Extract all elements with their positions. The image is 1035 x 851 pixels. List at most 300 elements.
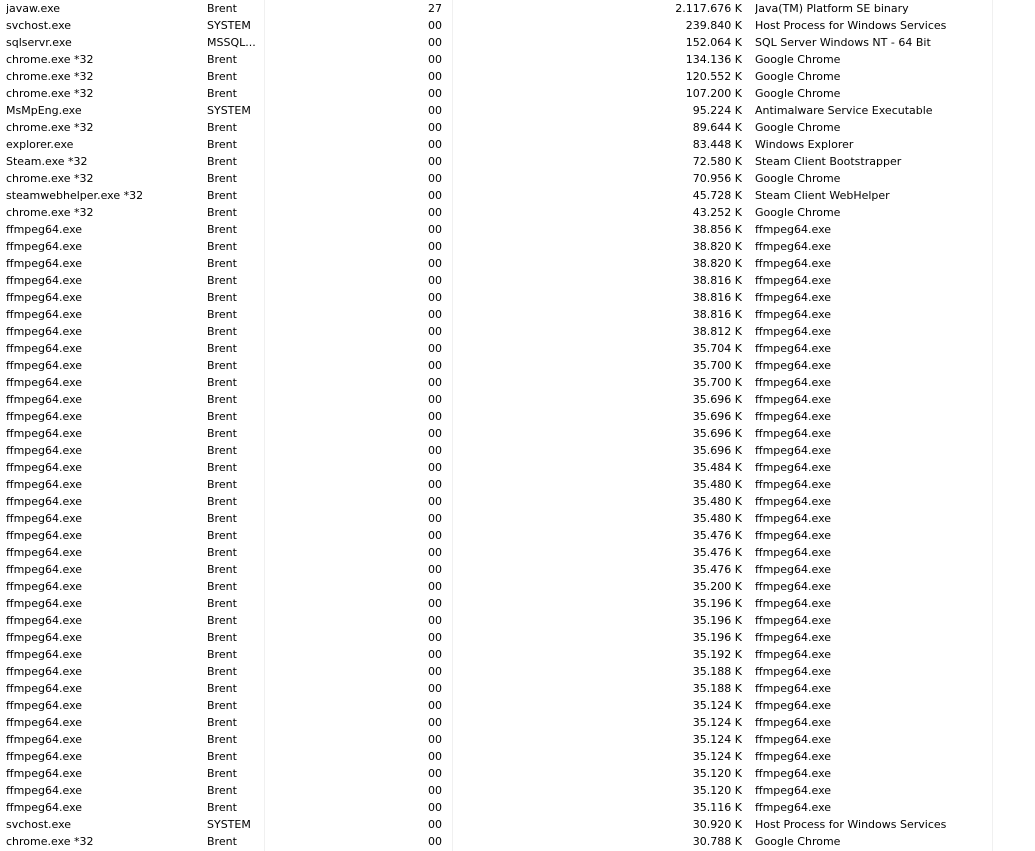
process-row[interactable] — [0, 51, 1035, 68]
process-cpu: 00 — [428, 257, 442, 270]
process-user: Brent — [207, 206, 237, 219]
process-name: ffmpeg64.exe — [6, 546, 83, 559]
process-name: explorer.exe — [6, 138, 74, 151]
process-row[interactable] — [0, 136, 1035, 153]
process-cpu: 00 — [428, 36, 442, 49]
process-cpu: 00 — [428, 138, 442, 151]
process-row[interactable] — [0, 357, 1035, 374]
process-row[interactable] — [0, 119, 1035, 136]
process-description: ffmpeg64.exe — [755, 563, 832, 576]
process-user: Brent — [207, 87, 237, 100]
process-cpu: 27 — [428, 2, 442, 15]
process-cpu: 00 — [428, 274, 442, 287]
process-name: ffmpeg64.exe — [6, 427, 83, 440]
process-row[interactable] — [0, 221, 1035, 238]
process-user: Brent — [207, 733, 237, 746]
process-memory: 35.192 K — [692, 648, 742, 661]
process-row[interactable] — [0, 391, 1035, 408]
process-user: Brent — [207, 835, 237, 848]
process-user: Brent — [207, 257, 237, 270]
process-memory: 45.728 K — [692, 189, 742, 202]
process-user: Brent — [207, 478, 237, 491]
process-user: Brent — [207, 121, 237, 134]
process-row[interactable] — [0, 238, 1035, 255]
process-user: Brent — [207, 359, 237, 372]
process-description: ffmpeg64.exe — [755, 784, 832, 797]
process-row[interactable] — [0, 646, 1035, 663]
process-memory: 35.196 K — [692, 614, 742, 627]
process-user: Brent — [207, 291, 237, 304]
process-cpu: 00 — [428, 716, 442, 729]
process-name: ffmpeg64.exe — [6, 240, 83, 253]
process-name: ffmpeg64.exe — [6, 648, 83, 661]
process-row[interactable] — [0, 527, 1035, 544]
process-row[interactable] — [0, 425, 1035, 442]
process-cpu: 00 — [428, 733, 442, 746]
process-memory: 35.480 K — [692, 512, 742, 525]
process-memory: 35.476 K — [692, 563, 742, 576]
process-user: Brent — [207, 53, 237, 66]
process-name: ffmpeg64.exe — [6, 784, 83, 797]
process-cpu: 00 — [428, 546, 442, 559]
process-name: svchost.exe — [6, 818, 72, 831]
process-memory: 35.696 K — [692, 427, 742, 440]
process-memory: 35.196 K — [692, 597, 742, 610]
process-row[interactable] — [0, 714, 1035, 731]
process-user: Brent — [207, 410, 237, 423]
process-description: SQL Server Windows NT - 64 Bit — [755, 36, 931, 49]
process-row[interactable] — [0, 170, 1035, 187]
process-description: ffmpeg64.exe — [755, 648, 832, 661]
process-user: Brent — [207, 223, 237, 236]
process-name: ffmpeg64.exe — [6, 563, 83, 576]
process-memory: 134.136 K — [685, 53, 742, 66]
process-row[interactable] — [0, 187, 1035, 204]
process-description: ffmpeg64.exe — [755, 614, 832, 627]
process-user: Brent — [207, 325, 237, 338]
process-user: Brent — [207, 529, 237, 542]
process-user: Brent — [207, 189, 237, 202]
process-name: ffmpeg64.exe — [6, 444, 83, 457]
process-memory: 35.480 K — [692, 495, 742, 508]
process-user: Brent — [207, 665, 237, 678]
process-user: Brent — [207, 716, 237, 729]
process-description: ffmpeg64.exe — [755, 427, 832, 440]
process-description: Google Chrome — [755, 87, 841, 100]
process-memory: 35.124 K — [692, 716, 742, 729]
process-description: Google Chrome — [755, 70, 841, 83]
process-user: Brent — [207, 614, 237, 627]
process-user: Brent — [207, 308, 237, 321]
process-row[interactable] — [0, 0, 1035, 17]
process-description: ffmpeg64.exe — [755, 750, 832, 763]
process-description: ffmpeg64.exe — [755, 546, 832, 559]
process-name: ffmpeg64.exe — [6, 308, 83, 321]
process-cpu: 00 — [428, 563, 442, 576]
process-name: sqlservr.exe — [6, 36, 72, 49]
process-description: Host Process for Windows Services — [755, 19, 947, 32]
process-user: SYSTEM — [207, 818, 251, 831]
process-user: Brent — [207, 138, 237, 151]
process-cpu: 00 — [428, 784, 442, 797]
process-name: ffmpeg64.exe — [6, 580, 83, 593]
process-user: SYSTEM — [207, 19, 251, 32]
process-user: Brent — [207, 444, 237, 457]
process-description: ffmpeg64.exe — [755, 359, 832, 372]
process-user: Brent — [207, 155, 237, 168]
process-user: Brent — [207, 784, 237, 797]
process-description: ffmpeg64.exe — [755, 478, 832, 491]
process-cpu: 00 — [428, 240, 442, 253]
process-description: ffmpeg64.exe — [755, 274, 832, 287]
process-cpu: 00 — [428, 818, 442, 831]
process-user: Brent — [207, 682, 237, 695]
process-cpu: 00 — [428, 801, 442, 814]
process-row[interactable] — [0, 476, 1035, 493]
process-name: MsMpEng.exe — [6, 104, 82, 117]
process-name: ffmpeg64.exe — [6, 325, 83, 338]
process-cpu: 00 — [428, 155, 442, 168]
process-memory: 35.200 K — [692, 580, 742, 593]
process-description: ffmpeg64.exe — [755, 665, 832, 678]
process-memory: 35.116 K — [692, 801, 742, 814]
process-cpu: 00 — [428, 767, 442, 780]
process-user: Brent — [207, 546, 237, 559]
process-row[interactable] — [0, 408, 1035, 425]
process-description: ffmpeg64.exe — [755, 223, 832, 236]
process-row[interactable] — [0, 102, 1035, 119]
process-row[interactable] — [0, 697, 1035, 714]
process-row[interactable] — [0, 782, 1035, 799]
process-cpu: 00 — [428, 121, 442, 134]
process-description: ffmpeg64.exe — [755, 682, 832, 695]
process-memory: 35.696 K — [692, 393, 742, 406]
process-cpu: 00 — [428, 461, 442, 474]
process-name: chrome.exe *32 — [6, 121, 94, 134]
process-name: ffmpeg64.exe — [6, 682, 83, 695]
process-memory: 120.552 K — [685, 70, 742, 83]
process-memory: 70.956 K — [692, 172, 742, 185]
process-description: ffmpeg64.exe — [755, 801, 832, 814]
process-user: Brent — [207, 427, 237, 440]
process-description: ffmpeg64.exe — [755, 529, 832, 542]
process-cpu: 00 — [428, 189, 442, 202]
process-name: ffmpeg64.exe — [6, 461, 83, 474]
process-row[interactable] — [0, 340, 1035, 357]
process-memory: 239.840 K — [685, 19, 742, 32]
process-row[interactable] — [0, 629, 1035, 646]
process-name: ffmpeg64.exe — [6, 410, 83, 423]
process-name: svchost.exe — [6, 19, 72, 32]
process-memory: 38.816 K — [692, 274, 742, 287]
process-cpu: 00 — [428, 342, 442, 355]
process-user: Brent — [207, 240, 237, 253]
process-user: Brent — [207, 563, 237, 576]
process-user: Brent — [207, 750, 237, 763]
process-name: ffmpeg64.exe — [6, 478, 83, 491]
process-description: Google Chrome — [755, 53, 841, 66]
process-cpu: 00 — [428, 580, 442, 593]
process-row[interactable] — [0, 748, 1035, 765]
process-memory: 38.816 K — [692, 308, 742, 321]
process-name: ffmpeg64.exe — [6, 699, 83, 712]
process-cpu: 00 — [428, 410, 442, 423]
process-description: ffmpeg64.exe — [755, 461, 832, 474]
process-user: Brent — [207, 376, 237, 389]
process-cpu: 00 — [428, 648, 442, 661]
process-name: steamwebhelper.exe *32 — [6, 189, 144, 202]
process-cpu: 00 — [428, 427, 442, 440]
process-cpu: 00 — [428, 206, 442, 219]
process-cpu: 00 — [428, 223, 442, 236]
process-memory: 35.696 K — [692, 444, 742, 457]
process-cpu: 00 — [428, 104, 442, 117]
process-description: ffmpeg64.exe — [755, 342, 832, 355]
process-memory: 72.580 K — [692, 155, 742, 168]
process-user: Brent — [207, 580, 237, 593]
process-memory: 35.480 K — [692, 478, 742, 491]
process-description: ffmpeg64.exe — [755, 495, 832, 508]
process-user: Brent — [207, 393, 237, 406]
process-cpu: 00 — [428, 70, 442, 83]
process-name: ffmpeg64.exe — [6, 614, 83, 627]
process-memory: 35.476 K — [692, 529, 742, 542]
process-memory: 35.124 K — [692, 750, 742, 763]
process-cpu: 00 — [428, 699, 442, 712]
process-name: ffmpeg64.exe — [6, 393, 83, 406]
process-name: ffmpeg64.exe — [6, 767, 83, 780]
process-row[interactable] — [0, 510, 1035, 527]
process-memory: 89.644 K — [692, 121, 742, 134]
process-user: Brent — [207, 2, 237, 15]
process-name: ffmpeg64.exe — [6, 750, 83, 763]
process-cpu: 00 — [428, 308, 442, 321]
process-row[interactable] — [0, 595, 1035, 612]
process-row[interactable] — [0, 442, 1035, 459]
process-memory: 83.448 K — [692, 138, 742, 151]
process-name: ffmpeg64.exe — [6, 359, 83, 372]
process-row[interactable] — [0, 544, 1035, 561]
process-description: ffmpeg64.exe — [755, 410, 832, 423]
process-row[interactable] — [0, 17, 1035, 34]
process-name: ffmpeg64.exe — [6, 342, 83, 355]
process-name: chrome.exe *32 — [6, 70, 94, 83]
process-memory: 35.700 K — [692, 359, 742, 372]
process-user: Brent — [207, 461, 237, 474]
process-memory: 35.188 K — [692, 682, 742, 695]
process-memory: 95.224 K — [692, 104, 742, 117]
process-user: Brent — [207, 172, 237, 185]
process-name: ffmpeg64.exe — [6, 291, 83, 304]
process-name: ffmpeg64.exe — [6, 716, 83, 729]
process-description: ffmpeg64.exe — [755, 376, 832, 389]
process-description: ffmpeg64.exe — [755, 393, 832, 406]
process-cpu: 00 — [428, 750, 442, 763]
process-row[interactable] — [0, 816, 1035, 833]
process-user: Brent — [207, 767, 237, 780]
process-user: Brent — [207, 597, 237, 610]
process-description: ffmpeg64.exe — [755, 512, 832, 525]
process-memory: 35.124 K — [692, 733, 742, 746]
process-memory: 152.064 K — [685, 36, 742, 49]
process-memory: 38.816 K — [692, 291, 742, 304]
process-name: ffmpeg64.exe — [6, 665, 83, 678]
process-memory: 38.820 K — [692, 240, 742, 253]
process-description: Google Chrome — [755, 206, 841, 219]
process-description: ffmpeg64.exe — [755, 733, 832, 746]
process-user: Brent — [207, 631, 237, 644]
process-row[interactable] — [0, 289, 1035, 306]
process-row[interactable] — [0, 68, 1035, 85]
process-cpu: 00 — [428, 614, 442, 627]
process-description: Steam Client WebHelper — [755, 189, 890, 202]
process-description: ffmpeg64.exe — [755, 240, 832, 253]
process-name: javaw.exe — [6, 2, 61, 15]
process-description: ffmpeg64.exe — [755, 308, 832, 321]
process-name: ffmpeg64.exe — [6, 376, 83, 389]
process-row[interactable] — [0, 323, 1035, 340]
process-cpu: 00 — [428, 495, 442, 508]
process-memory: 30.920 K — [692, 818, 742, 831]
process-description: ffmpeg64.exe — [755, 631, 832, 644]
process-user: Brent — [207, 70, 237, 83]
process-row[interactable] — [0, 34, 1035, 51]
process-memory: 35.124 K — [692, 699, 742, 712]
process-description: Google Chrome — [755, 121, 841, 134]
process-name: ffmpeg64.exe — [6, 512, 83, 525]
process-name: chrome.exe *32 — [6, 835, 94, 848]
process-name: ffmpeg64.exe — [6, 495, 83, 508]
process-name: ffmpeg64.exe — [6, 733, 83, 746]
process-description: ffmpeg64.exe — [755, 767, 832, 780]
process-user: SYSTEM — [207, 104, 251, 117]
process-row[interactable] — [0, 561, 1035, 578]
process-cpu: 00 — [428, 376, 442, 389]
process-row[interactable] — [0, 255, 1035, 272]
process-cpu: 00 — [428, 665, 442, 678]
process-cpu: 00 — [428, 172, 442, 185]
process-memory: 38.820 K — [692, 257, 742, 270]
process-cpu: 00 — [428, 19, 442, 32]
process-memory: 35.120 K — [692, 767, 742, 780]
process-description: ffmpeg64.exe — [755, 444, 832, 457]
process-row[interactable] — [0, 204, 1035, 221]
process-cpu: 00 — [428, 512, 442, 525]
process-user: Brent — [207, 699, 237, 712]
process-name: Steam.exe *32 — [6, 155, 88, 168]
process-user: Brent — [207, 648, 237, 661]
process-row[interactable] — [0, 578, 1035, 595]
process-row[interactable] — [0, 731, 1035, 748]
process-cpu: 00 — [428, 444, 442, 457]
process-memory: 35.476 K — [692, 546, 742, 559]
process-user: MSSQL... — [207, 36, 256, 49]
process-row[interactable] — [0, 765, 1035, 782]
process-description: ffmpeg64.exe — [755, 597, 832, 610]
process-cpu: 00 — [428, 87, 442, 100]
process-user: Brent — [207, 274, 237, 287]
process-memory: 35.696 K — [692, 410, 742, 423]
process-memory: 38.812 K — [692, 325, 742, 338]
process-user: Brent — [207, 495, 237, 508]
process-name: ffmpeg64.exe — [6, 529, 83, 542]
process-cpu: 00 — [428, 682, 442, 695]
process-memory: 35.700 K — [692, 376, 742, 389]
process-row[interactable] — [0, 85, 1035, 102]
process-memory: 38.856 K — [692, 223, 742, 236]
process-memory: 107.200 K — [685, 87, 742, 100]
process-cpu: 00 — [428, 393, 442, 406]
process-row[interactable] — [0, 799, 1035, 816]
process-description: Host Process for Windows Services — [755, 818, 947, 831]
process-row[interactable] — [0, 612, 1035, 629]
process-name: ffmpeg64.exe — [6, 257, 83, 270]
process-cpu: 00 — [428, 597, 442, 610]
process-user: Brent — [207, 512, 237, 525]
process-memory: 30.788 K — [692, 835, 742, 848]
process-user: Brent — [207, 801, 237, 814]
process-row[interactable] — [0, 374, 1035, 391]
process-description: ffmpeg64.exe — [755, 291, 832, 304]
process-name: chrome.exe *32 — [6, 206, 94, 219]
process-name: chrome.exe *32 — [6, 53, 94, 66]
process-cpu: 00 — [428, 529, 442, 542]
process-cpu: 00 — [428, 325, 442, 338]
process-memory: 2.117.676 K — [675, 2, 742, 15]
process-description: ffmpeg64.exe — [755, 580, 832, 593]
process-name: ffmpeg64.exe — [6, 631, 83, 644]
process-memory: 35.704 K — [692, 342, 742, 355]
process-description: ffmpeg64.exe — [755, 716, 832, 729]
process-memory: 35.484 K — [692, 461, 742, 474]
process-description: Antimalware Service Executable — [755, 104, 933, 117]
process-name: chrome.exe *32 — [6, 172, 94, 185]
process-memory: 35.120 K — [692, 784, 742, 797]
process-memory: 35.196 K — [692, 631, 742, 644]
process-description: ffmpeg64.exe — [755, 257, 832, 270]
process-row[interactable] — [0, 833, 1035, 850]
process-row[interactable] — [0, 272, 1035, 289]
process-name: ffmpeg64.exe — [6, 801, 83, 814]
process-row[interactable] — [0, 663, 1035, 680]
process-description: Windows Explorer — [755, 138, 854, 151]
process-description: ffmpeg64.exe — [755, 699, 832, 712]
process-row[interactable] — [0, 680, 1035, 697]
process-row[interactable] — [0, 459, 1035, 476]
process-cpu: 00 — [428, 359, 442, 372]
process-name: chrome.exe *32 — [6, 87, 94, 100]
process-cpu: 00 — [428, 53, 442, 66]
process-cpu: 00 — [428, 291, 442, 304]
process-row[interactable] — [0, 493, 1035, 510]
process-cpu: 00 — [428, 631, 442, 644]
process-description: Java(TM) Platform SE binary — [755, 2, 909, 15]
process-description: ffmpeg64.exe — [755, 325, 832, 338]
process-description: Steam Client Bootstrapper — [755, 155, 902, 168]
process-description: Google Chrome — [755, 172, 841, 185]
process-row[interactable] — [0, 153, 1035, 170]
process-description: Google Chrome — [755, 835, 841, 848]
process-memory: 43.252 K — [692, 206, 742, 219]
process-user: Brent — [207, 342, 237, 355]
process-name: ffmpeg64.exe — [6, 597, 83, 610]
process-name: ffmpeg64.exe — [6, 223, 83, 236]
process-name: ffmpeg64.exe — [6, 274, 83, 287]
process-row[interactable] — [0, 306, 1035, 323]
process-cpu: 00 — [428, 835, 442, 848]
process-memory: 35.188 K — [692, 665, 742, 678]
process-cpu: 00 — [428, 478, 442, 491]
